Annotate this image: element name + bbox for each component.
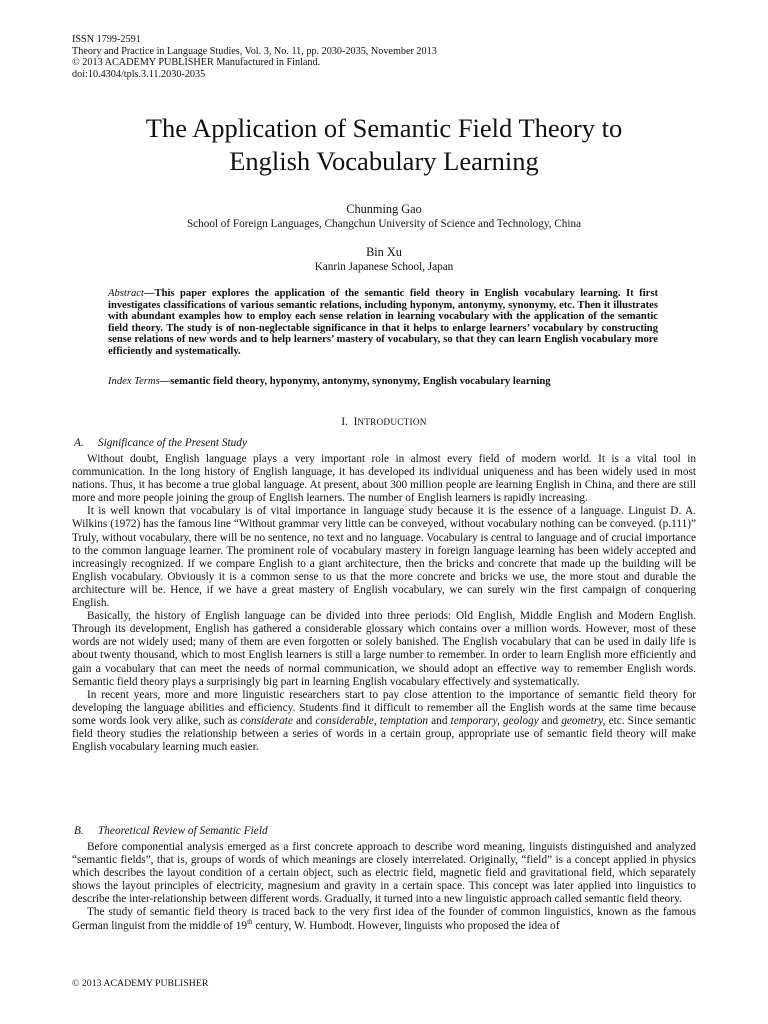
- example-word: considerate: [240, 714, 293, 727]
- text-run: etc. Since semantic field theory studies the relationship between a series of words in a certain group, appropriate use of semantic field theory will make English vocabulary learning much easier.: [72, 714, 697, 754]
- section-a-body: [72, 453, 696, 754]
- title-line-2: English Vocabulary Learning: [229, 146, 539, 176]
- author-affiliation: School of Foreign Languages, Changchun University of Science and Technology, China: [186, 218, 582, 230]
- copyright-line: © 2013 ACADEMY PUBLISHER Manufactured in Finland.: [72, 57, 321, 69]
- subsection-heading: [74, 437, 247, 450]
- subsection-title: Theoretical Review of Semantic Field: [98, 825, 268, 837]
- subsection-heading: [74, 825, 268, 838]
- paragraph: It is well known that vocabulary is of vital importance in language study because it is the essence of a language. Linguist D. A. Wilkins (1972) has the famous line “Without grammar very little can be conveyed, without vocabulary nothing can be conveyed. (p.111)” Truly, without vocabulary, there will be no sentence, no text and no language. Vocabulary is central to language and of crucial importance to the common language learner. The prominent role of vocabulary mastery in foreign language learning has been widely accepted and increasingly recognized. If we compare English to a giant architecture, then the bricks and concrete that made up the building will be English vocabulary. Obviously it is a common sense to us that the more concrete and bricks we use, the more stout and durable the architecture will be. Hence, if we have a great mastery of English vocabulary, we can surely win the first campaign of conquering English.: [72, 505, 696, 610]
- author-name: Chunming Gao: [346, 202, 422, 216]
- index-terms-dash: —: [159, 376, 171, 387]
- section-title-initial: I: [353, 416, 358, 428]
- paragraph: Without doubt, English language plays a very important role in almost every field of modern world. It is a vital tool in communication. In the long history of English language, it has developed its individual uniqueness and has been widely used in most nations. Thus, it has become a true global language. At present, about 300 million people are learning English in China, and there are still more and more people joining the group of English learners. The number of English learners is rapidly increasing.: [72, 453, 696, 505]
- example-word: temporary,: [450, 714, 500, 727]
- author-name: Bin Xu: [366, 245, 402, 259]
- section-heading: [72, 416, 696, 430]
- index-terms-text: semantic field theory, hyponymy, antonymy, synonymy, English vocabulary learning: [170, 376, 551, 387]
- text-run: century, W. Humbodt. However, linguists who proposed the idea of: [252, 919, 560, 932]
- abstract: [108, 288, 658, 357]
- example-word: temptation: [379, 714, 429, 727]
- text-run: and: [538, 714, 562, 727]
- text-run: The study of semantic field theory is traced back to the very first idea of the founder of common linguistics, known as the famous German linguist from the middle of 19: [72, 906, 696, 932]
- section-b-body: [72, 841, 696, 933]
- author-affiliation: Kanrin Japanese School, Japan: [314, 261, 454, 273]
- subsection-title: Significance of the Present Study: [98, 437, 247, 449]
- abstract-text: This paper explores the application of the semantic field theory in English vocabulary learning. It first investigates classifications of various semantic relations, including hyponym, antonymy, synonymy, etc. Then it illustrates with abundant examples how to employ each sense relation in learning vocabulary with the application of the semantic field theory. The study is of non-neglectable significance in that it helps to enlarge learners’ vocabulary by constructing sense relations of new words and to help learners’ mastery of vocabulary, so that they can learn English vocabulary more efficiently and systematically.: [108, 288, 658, 357]
- issn: ISSN 1799-2591: [72, 34, 141, 45]
- paragraph: Before componential analysis emerged as a first concrete approach to describe word meaning, linguists distinguished and analyzed “semantic fields”, that is, groups of words of which meanings are closely interrelated. Originally, “field” is a concept applied in physics which describes the layout condition of a certain object, such as electric field, magnetic field and gravitational field, which separately shows the layout principles of electricity, magnesium and gravity in a certain space. This concept was later applied into linguistics to describe the inter-relationship between different words. Gradually, it turned into a new linguistic approach called semantic field theory.: [72, 841, 696, 906]
- abstract-label: Abstract: [108, 288, 144, 299]
- title-line-1: The Application of Semantic Field Theory to: [145, 113, 623, 143]
- example-word: geology: [502, 714, 539, 727]
- paper-title: [60, 112, 708, 178]
- superscript: th: [247, 917, 253, 926]
- text-run: In recent years, more and more linguistic researchers start to pay close attention to the importance of semantic field theory for developing the language abilities and efficiency. Students find it difficult to remember all the English words at the same time because some words look very alike, such as: [72, 688, 696, 727]
- page-footer: © 2013 ACADEMY PUBLISHER: [72, 978, 209, 989]
- doi: doi:10.4304/tpls.3.11.2030-2035: [72, 68, 206, 80]
- example-word: geometry,: [561, 714, 606, 727]
- paragraph: [72, 906, 696, 932]
- text-run: and: [428, 714, 451, 727]
- journal-header: [72, 34, 437, 80]
- section-number: I.: [341, 416, 348, 428]
- example-word: considerable,: [315, 714, 377, 727]
- text-run: and: [292, 714, 316, 727]
- index-terms: [108, 376, 658, 388]
- index-terms-label: Index Terms: [108, 376, 160, 387]
- journal-citation: Theory and Practice in Language Studies, Vol. 3, No. 11, pp. 2030-2035, November 2013: [72, 45, 437, 57]
- subsection-letter: B.: [74, 825, 84, 837]
- abstract-dash: —: [143, 288, 155, 299]
- section-title-rest: NTRODUCTION: [357, 418, 427, 428]
- subsection-letter: A.: [74, 437, 84, 449]
- paragraph: Basically, the history of English language can be divided into three periods: Old English, Middle English and Modern English. Through its development, English has gathered a considerable glossary which contains over a million words. However, most of these words are not widely used; many of them are even forgotten or solely banished. The English vocabulary that can be used in daily life is about twenty thousand, which to most English learners is still a large number to remember. In order to learn English more efficiently and gain a vocabulary that can meet the needs of normal communication, we should adopt an effective way to remember English words. Semantic field theory plays a surprisingly big part in learning English vocabulary effectively and systematically.: [72, 610, 696, 688]
- paragraph: [72, 689, 696, 754]
